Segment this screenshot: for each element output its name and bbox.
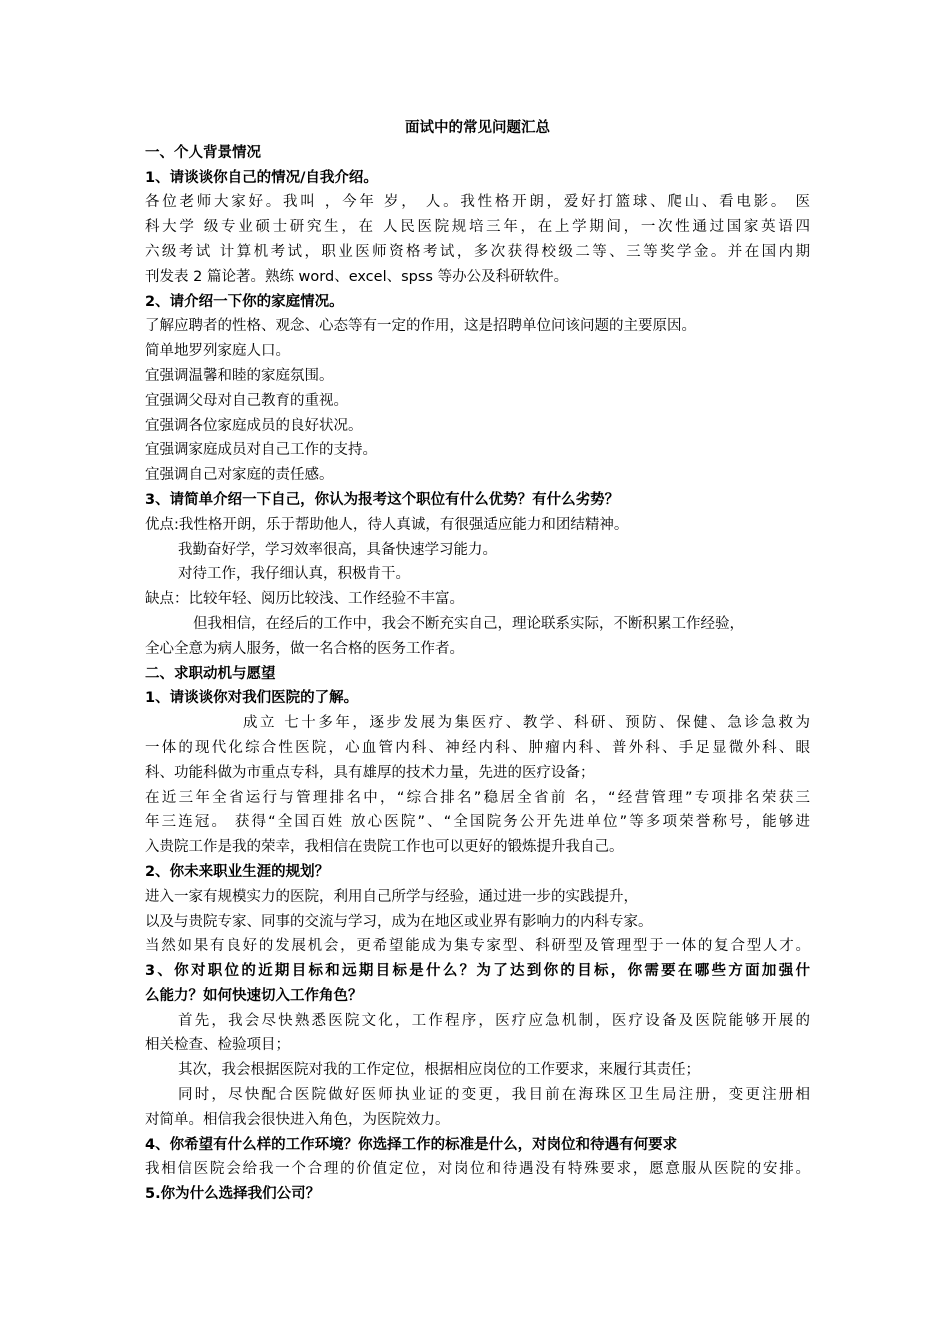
- answer-line: 六级考试 计算机考试，职业医师资格考试，多次获得校级二等、三等奖学金。并在国内期: [145, 243, 810, 260]
- answer-line: 成立 七十多年，逐步发展为集医疗、教学、科研、预防、保健、急诊急救为: [243, 715, 810, 732]
- document-title: 面试中的常见问题汇总: [405, 120, 550, 136]
- answer-line: 我勤奋好学，学习效率很高，具备快速学习能力。: [178, 541, 497, 558]
- question-heading: 5.你为什么选择我们公司？: [145, 1186, 321, 1203]
- question-heading: 4、你希望有什么样的工作环境？你选择工作的标准是什么，对岗位和待遇有何要求: [145, 1136, 678, 1153]
- answer-line: 入贵院工作是我的荣幸，我相信在贵院工作也可以更好的锻炼提升我自己。: [145, 839, 624, 856]
- answer-line: 其次，我会根据医院对我的工作定位，根据相应岗位的工作要求，来履行其责任；: [178, 1062, 700, 1079]
- answer-line: 首先，我会尽快熟悉医院文化，工作程序，医疗应急机制，医疗设备及医院能够开展的: [178, 1012, 810, 1029]
- answer-line: 但我相信，在经后的工作中，我会不断充实自己，理论联系实际，不断积累工作经验，: [193, 615, 744, 632]
- question-heading: 3、你对职位的近期目标和远期目标是什么？为了达到你的目标，你需要在哪些方面加强什: [145, 963, 810, 980]
- answer-line: 在近三年全省运行与管理排名中，“综合排名”稳居全省前 名，“经营管理”专项排名荣获三: [145, 789, 810, 806]
- answer-line: 宜强调家庭成员对自己工作的支持。: [145, 442, 377, 459]
- answer-line: 以及与贵院专家、同事的交流与学习，成为在地区或业界有影响力的内科专家。: [145, 913, 653, 930]
- answer-line: 年三连冠。 获得“全国百姓 放心医院”、“全国院务公开先进单位”等多项荣誉称号，能够进: [145, 814, 810, 831]
- question-heading: 1、请谈谈你自己的情况/自我介绍。: [145, 169, 378, 186]
- answer-line: 宜强调自己对家庭的责任感。: [145, 467, 334, 484]
- section-heading: 一、个人背景情况: [145, 144, 261, 161]
- answer-line: 当然如果有良好的发展机会，更希望能成为集专家型、科研型及管理型于一体的复合型人才。: [145, 938, 810, 955]
- answer-line: 全心全意为病人服务，做一名合格的医务工作者。: [145, 640, 464, 657]
- document-body: [145, 116, 810, 1207]
- question-heading: 2、你未来职业生涯的规划？: [145, 863, 330, 880]
- answer-line: 刊发表 2 篇论著。熟练 word、excel、spss 等办公及科研软件。: [145, 268, 569, 285]
- answer-line: 一体的现代化综合性医院，心血管内科、神经内科、肿瘤内科、普外科、手足显微外科、眼: [145, 739, 810, 756]
- question-heading: 1、请谈谈你对我们医院的了解。: [145, 690, 359, 707]
- answer-line: 我相信医院会给我一个合理的价值定位，对岗位和待遇没有特殊要求，愿意服从医院的安排。: [145, 1161, 810, 1178]
- answer-line: 进入一家有规模实力的医院，利用自己所学与经验，通过进一步的实践提升，: [145, 888, 638, 905]
- answer-line: 对简单。相信我会很快进入角色，为医院效力。: [145, 1111, 450, 1128]
- question-heading: 2、请介绍一下你的家庭情况。: [145, 293, 344, 310]
- answer-line: 宜强调温馨和睦的家庭氛围。: [145, 367, 334, 384]
- answer-line: 科、功能科做为市重点专科，具有雄厚的技术力量，先进的医疗设备；: [145, 764, 595, 781]
- answer-line: 科大学 级专业硕士研究生，在 人民医院规培三年，在上学期间，一次性通过国家英语四: [145, 219, 810, 236]
- answer-line: 简单地罗列家庭人口。: [145, 343, 290, 360]
- answer-line: 对待工作，我仔细认真，积极肯干。: [178, 566, 410, 583]
- question-heading: 么能力？如何快速切入工作角色？: [145, 987, 363, 1004]
- answer-line: 缺点：比较年轻、阅历比较浅、工作经验不丰富。: [145, 591, 464, 608]
- answer-line: 宜强调各位家庭成员的良好状况。: [145, 417, 363, 434]
- section-heading: 二、求职动机与愿望: [145, 665, 276, 682]
- answer-line: 了解应聘者的性格、观念、心态等有一定的作用，这是招聘单位问该问题的主要原因。: [145, 318, 696, 335]
- answer-line: 宜强调父母对自己教育的重视。: [145, 392, 348, 409]
- answer-line: 同时，尽快配合医院做好医师执业证的变更，我目前在海珠区卫生局注册，变更注册相: [178, 1087, 810, 1104]
- answer-line: 相关检查、检验项目；: [145, 1037, 290, 1054]
- question-heading: 3、请简单介绍一下自己，你认为报考这个职位有什么优势？有什么劣势？: [145, 491, 620, 508]
- answer-line: 优点:我性格开朗，乐于帮助他人，待人真诚，有很强适应能力和团结精神。: [145, 516, 629, 533]
- answer-line: 各位老师大家好。我叫 ，今年 岁， 人。我性格开朗，爱好打篮球、爬山、看电影。 医: [145, 194, 810, 211]
